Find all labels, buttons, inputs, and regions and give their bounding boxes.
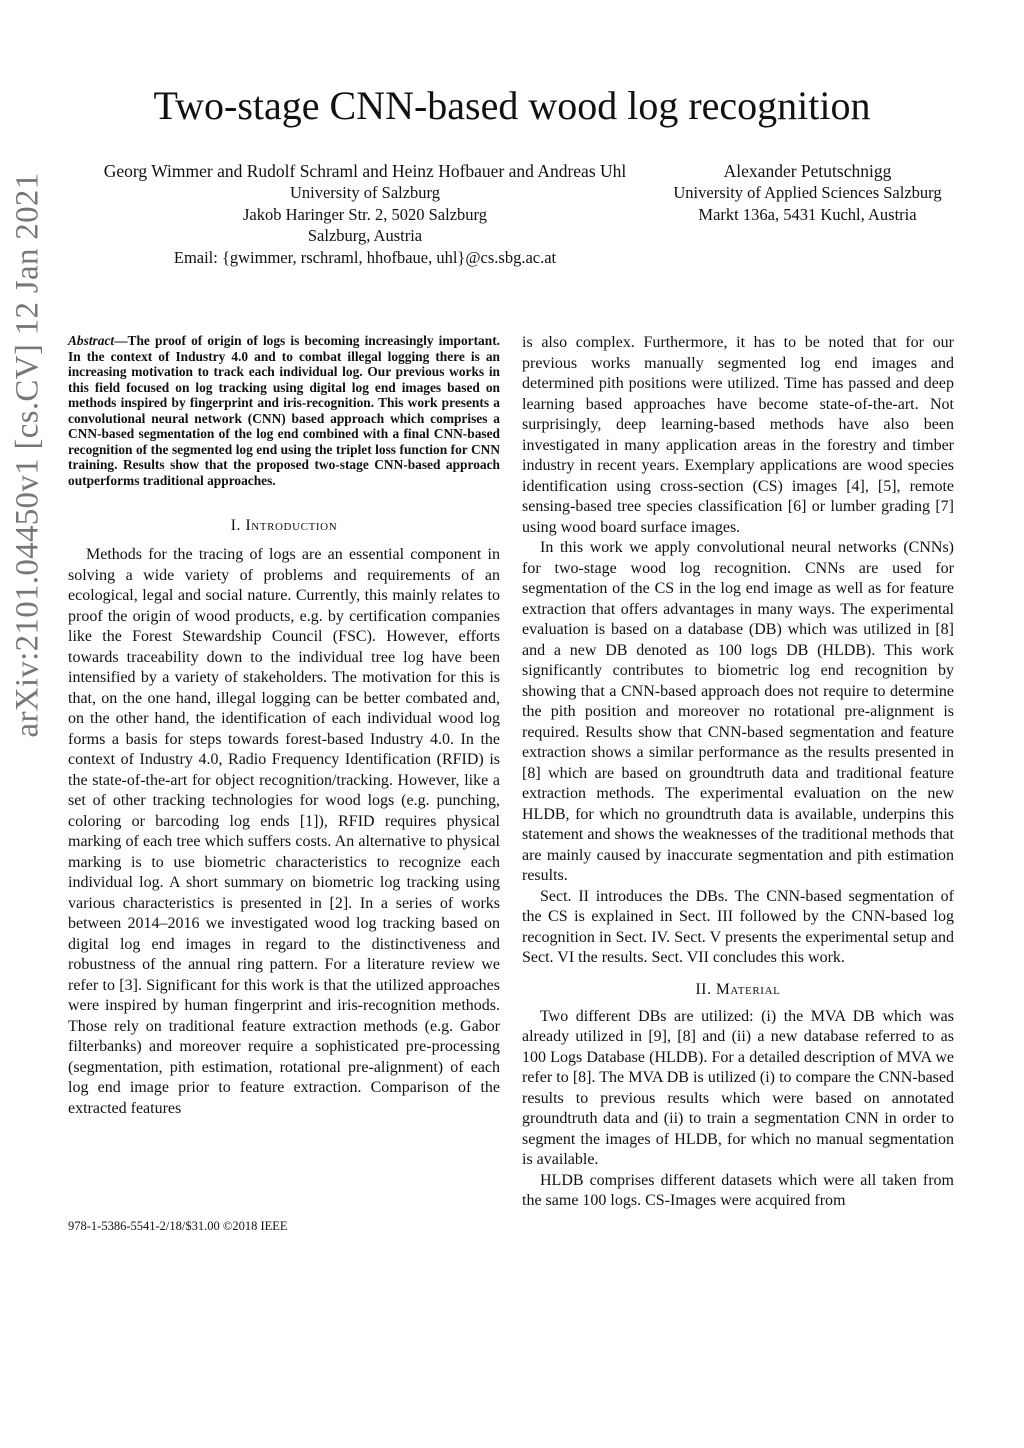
intro-paragraph-1: Methods for the tracing of logs are an essential component in solving a wide variety of problems and requirements of an ecological, legal and social nature. Currently, this mainly relates to proof the origin of wood products, e.g. by certification companies like the Forest Stewardship Council (FSC). However, efforts towards traceability down to the individual tree log have been intensified by a variety of stakeholders. The motivation for this is that, on the one hand, illegal logging can be better combated and, on the other hand, the identification of each individual wood log forms a basis for steps towards forest-based Industry 4.0. In the context of Industry 4.0, Radio Frequency Identification (RFID) is the state-of-the-art for object recognition/tracking. However, like a set of other tracking technologies for wood logs (e.g. punching, coloring or barcoding log ends [1]), RFID requires physical marking of each tree which suffers costs. An alternative to physical marking is to use biometric characteristics to recognize each individual log. A short summary on biometric log tracking using various characteristics is presented in [2]. In a series of works between 2014–2016 we investigated wood log tracking based on digital log end images in regard to the distinctiveness and robustness of the annual ring pattern. For a literature review we refer to [3]. Significant for this work is that the utilized approaches were inspired by human fingerprint and iris-recognition methods. Those rely on traditional feature extraction methods (e.g. Gabor filterbanks) and moreover require a sophisticated pre-processing (segmentation, pith estimation, rotational pre-alignment) of each log end image prior to feature extraction. Comparison of the extracted features [68, 546, 500, 1117]
arxiv-identifier-text: arXiv:2101.04450v1 [cs.CV] 12 Jan 2021 [9, 172, 46, 738]
section-heading-introduction: I. Introduction [230, 517, 338, 534]
left-column [68, 333, 500, 1119]
affiliation-line: Markt 136a, 5431 Kuchl, Austria [698, 204, 917, 224]
right-column [522, 333, 954, 1212]
abstract-label: Abstract [68, 333, 115, 348]
section-heading-material: II. Material [695, 980, 781, 998]
affiliation-line: University of Applied Sciences Salzburg [673, 183, 942, 202]
intro-paragraph-2: In this work we apply convolutional neural networks (CNNs) for two-stage wood log recognition. CNNs are used for segmentation of the CS in the log end image as well as for feature extraction that offers advantages in many ways. The experimental evaluation is based on a database (DB) which was utilized in [8] and a new DB denoted as 100 logs DB (HLDB). This work significantly contributes to biometric log end recognition by showing that a CNN-based approach does not require to determine the pith position and moreover no rotational pre-alignment is required. Results show that CNN-based segmentation and feature extraction shows a similar performance as the results presented in [8] which are based on groundtruth data and traditional feature extraction methods. The experimental evaluation on the new HLDB, for which no groundtruth data is available, underpins this statement and shows the weaknesses of the traditional methods that are mainly caused by inaccurate segmentation and pith estimation results. [522, 539, 954, 884]
affiliation-line: Jakob Haringer Str. 2, 5020 Salzburg [243, 204, 487, 224]
abstract-text: The proof of origin of logs is becoming increasingly important. In the context of Industry 4.0 and to combat illegal logging there is an increasing motivation to track each individual log. Our previous works in this field focused on log tracking using digital log end images based on methods inspired by fingerprint and iris-recognition. This work presents a convolutional neural network (CNN) based approach which comprises a CNN-based segmentation of the log end combined with a final CNN-based recognition of the segmented log end using the triplet loss function for CNN training. Results show that the proposed two-stage CNN-based approach outperforms traditional approaches. [68, 333, 500, 488]
author-block-left [60, 160, 670, 268]
author-names-left: Georg Wimmer and Rudolf Schraml and Heinz Hofbauer and Andreas Uhl [103, 161, 627, 181]
material-paragraph-1: Two different DBs are utilized: (i) the MVA DB which was already utilized in [9], [8] and (ii) a new database referred to as 100 Logs Database (HLDB). For a detailed description of MVA we refer to [8]. The MVA DB is utilized (i) to compare the CNN-based results to previous results which were based on annotated groundtruth data and (ii) to train a segmentation CNN in order to segment the images of HLDB, for which no manual segmentation is available. [522, 1007, 954, 1168]
author-names-right: Alexander Petutschnigg [723, 161, 892, 181]
abstract [68, 333, 500, 488]
paper-title: Two-stage CNN-based wood log recognition [153, 83, 871, 128]
affiliation-line: Salzburg, Austria [307, 226, 423, 245]
copyright-footer: 978-1-5386-5541-2/18/$31.00 ©2018 IEEE [68, 1219, 288, 1233]
material-paragraph-2: HLDB comprises different datasets which were all taken from the same 100 logs. CS-Images were acquired from [522, 1171, 954, 1209]
author-block-right [655, 160, 960, 225]
abstract-dash: — [114, 333, 128, 348]
affiliation-line: University of Salzburg [289, 183, 440, 202]
author-email: Email: {gwimmer, rschraml, hhofbaue, uhl}@cs.sbg.ac.at [173, 247, 557, 267]
intro-paragraph-3: Sect. II introduces the DBs. The CNN-based segmentation of the CS is explained in Sect. III followed by the CNN-based log recognition in Sect. IV. Sect. V presents the experimental setup and Sect. VI the results. Sect. VII concludes this work. [522, 887, 954, 966]
intro-paragraph-1-continued: is also complex. Furthermore, it has to be noted that for our previous works manually segmented log end images and determined pith positions were utilized. Time has passed and deep learning based approaches have become state-of-the-art. Not surprisingly, deep learning-based methods have also been investigated in many application areas in the forestry and timber industry in recent years. Exemplary applications are wood species identification using cross-section (CS) images [4], [5], remote sensing-based tree species classification [6] or lumber grading [7] using wood board surface images. [522, 334, 954, 536]
